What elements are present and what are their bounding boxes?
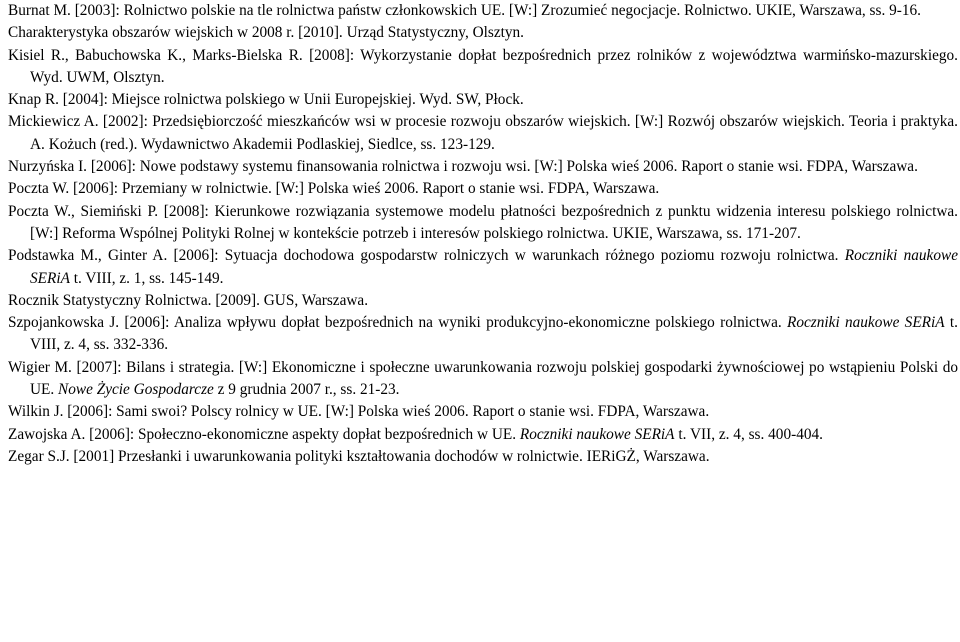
reference-text: Zegar S.J. [2001] Przesłanki i uwarunkowania polityki kształtowania dochodów w rolnictwie. IERiGŻ, Warszawa. <box>8 447 710 465</box>
reference-text-tail: t. VII, z. 4, ss. 400-404. <box>674 425 823 443</box>
journal-title: Roczniki naukowe SERiA <box>519 425 675 443</box>
reference-entry-zegar <box>8 446 958 468</box>
reference-entry-nurzynska <box>8 156 958 178</box>
journal-title: Roczniki naukowe SERiA <box>30 247 958 287</box>
reference-text: Mickiewicz A. [2002]: Przedsiębiorczość mieszkańców wsi w procesie rozwoju obszarów wiejskich. [W:] Rozwój obszarów wiejskich. Teoria i praktyka. A. Kożuch (red.). Wydawnictwo Akademii Podlaskiej, Siedlce, ss. 123-129. <box>8 113 958 153</box>
reference-text: Nurzyńska I. [2006]: Nowe podstawy systemu finansowania rolnictwa i rozwoju wsi. [W:] Polska wieś 2006. Raport o stanie wsi. FDPA, Warszawa. <box>8 158 918 176</box>
reference-entry-zawojska <box>8 424 958 446</box>
reference-text: Podstawka M., Ginter A. [2006]: Sytuacja dochodowa gospodarstw rolniczych w warunkach różnego poziomu rozwoju rolnictwa. <box>8 247 845 265</box>
reference-entry-podstawka <box>8 245 958 290</box>
reference-entry-wilkin <box>8 401 958 423</box>
reference-text: Wilkin J. [2006]: Sami swoi? Polscy rolnicy w UE. [W:] Polska wieś 2006. Raport o stanie wsi. FDPA, Warszawa. <box>8 403 710 421</box>
reference-entry-burnat <box>8 0 958 22</box>
reference-entry-kisiel <box>8 45 958 90</box>
reference-text: Zawojska A. [2006]: Społeczno-ekonomiczne aspekty dopłat bezpośrednich w UE. <box>8 425 520 443</box>
reference-text-tail: z 9 grudnia 2007 r., ss. 21-23. <box>213 381 400 399</box>
reference-text-tail: t. VIII, z. 1, ss. 145-149. <box>69 269 224 287</box>
reference-text: Poczta W. [2006]: Przemiany w rolnictwie. [W:] Polska wieś 2006. Raport o stanie wsi. FDPA, Warszawa. <box>8 180 660 198</box>
reference-text: Burnat M. [2003]: Rolnictwo polskie na tle rolnictwa państw członkowskich UE. [W:] Zrozumieć negocjacje. Rolnictwo. UKIE, Warszawa, ss. 9-16. <box>8 2 921 19</box>
reference-text: Kisiel R., Babuchowska K., Marks-Bielska R. [2008]: Wykorzystanie dopłat bezpośrednich przez rolników z województwa warmińsko-mazurskiego. Wyd. UWM, Olsztyn. <box>8 46 958 86</box>
reference-text: Charakterystyka obszarów wiejskich w 2008 r. [2010]. Urząd Statystyczny, Olsztyn. <box>8 24 525 42</box>
reference-entry-knap <box>8 89 958 111</box>
reference-text: Rocznik Statystyczny Rolnictwa. [2009]. GUS, Warszawa. <box>8 291 369 309</box>
reference-entry-poczta-2006 <box>8 178 958 200</box>
reference-text: Szpojankowska J. [2006]: Analiza wpływu dopłat bezpośrednich na wyniki produkcyjno-ekonomiczne polskiego rolnictwa. <box>8 314 788 332</box>
journal-title: Nowe Życie Gospodarcze <box>58 381 214 399</box>
reference-entry-mickiewicz <box>8 111 958 156</box>
reference-text: Poczta W., Siemiński P. [2008]: Kierunkowe rozwiązania systemowe modelu płatności bezpośrednich z punktu widzenia interesu polskiego rolnictwa. [W:] Reforma Wspólnej Polityki Rolnej w kontekście potrzeb i interesów polskiego rolnictwa. UKIE, Warszawa, ss. 171-207. <box>8 202 958 242</box>
reference-entry-wigier <box>8 357 958 402</box>
reference-entry-rocznik <box>8 290 958 312</box>
reference-entry-poczta-sieminski <box>8 201 958 246</box>
reference-entry-charakterystyka <box>8 22 958 44</box>
reference-list <box>8 0 958 468</box>
reference-entry-szpojankowska <box>8 312 958 357</box>
reference-text: Knap R. [2004]: Miejsce rolnictwa polskiego w Unii Europejskiej. Wyd. SW, Płock. <box>8 91 524 109</box>
reference-text-tail: t. VIII, z. 4, ss. 332-336. <box>30 314 958 354</box>
reference-text: Wigier M. [2007]: Bilans i strategia. [W:] Ekonomiczne i społeczne uwarunkowania rozwoju polskiej gospodarki żywnościowej po wstąpieniu Polski do UE. <box>8 358 958 399</box>
journal-title: Roczniki naukowe SERiA <box>787 314 945 332</box>
